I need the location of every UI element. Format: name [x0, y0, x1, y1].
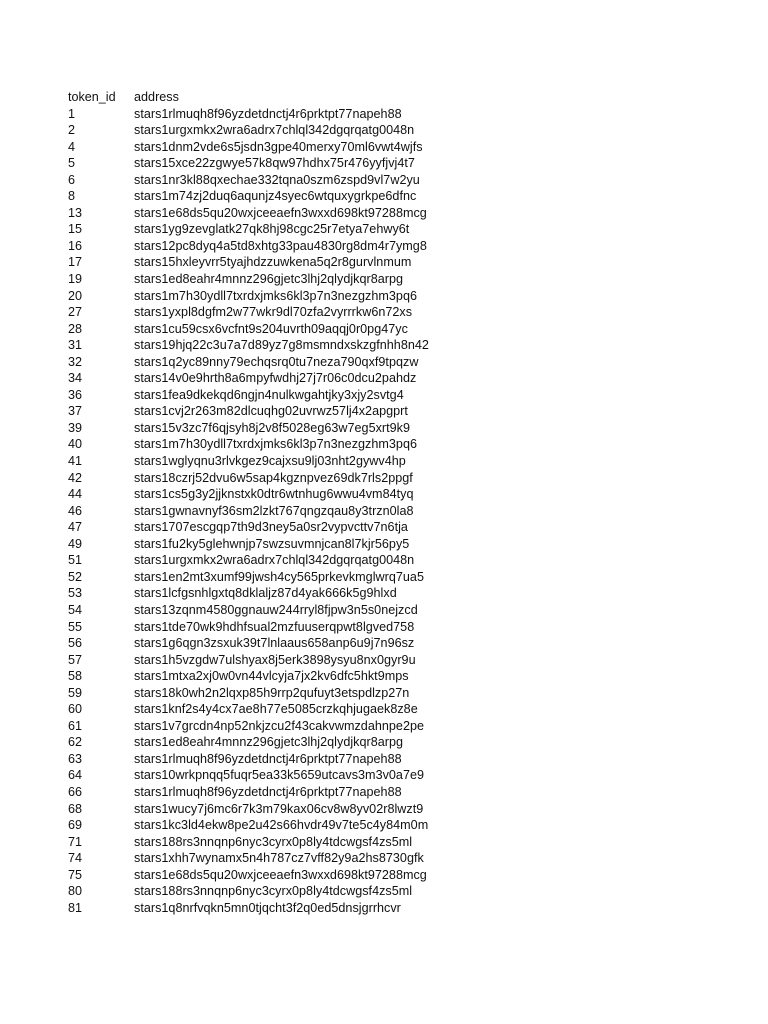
- address-cell: stars1rlmuqh8f96yzdetdnctj4r6prktpt77napeh88: [134, 784, 402, 799]
- address-cell: stars1gwnavnyf36sm2lzkt767qngzqau8y3trzn0la8: [134, 503, 414, 518]
- token-id-cell: 60: [68, 702, 83, 717]
- token-id-cell: 80: [68, 884, 83, 899]
- token-id-cell: 69: [68, 818, 83, 833]
- column-header-address: address: [134, 90, 179, 104]
- table-row: [68, 122, 429, 139]
- table-row: [68, 635, 429, 652]
- table-row: [68, 470, 429, 487]
- token-id-cell: 15: [68, 222, 83, 237]
- table-row: [68, 751, 429, 768]
- token-id-cell: 19: [68, 272, 83, 287]
- table-row: [68, 817, 429, 834]
- token-id-cell: 41: [68, 454, 83, 469]
- address-cell: stars1dnm2vde6s5jsdn3gpe40merxy70ml6vwt4wjfs: [134, 139, 423, 154]
- token-id-cell: 27: [68, 305, 83, 320]
- token-id-cell: 53: [68, 586, 83, 601]
- address-cell: stars1cu59csx6vcfnt9s204uvrth09aqqj0r0pg47yc: [134, 321, 408, 336]
- address-cell: stars1m74zj2duq6aqunjz4syec6wtquxygrkpe6dfnc: [134, 189, 417, 204]
- token-id-cell: 55: [68, 619, 83, 634]
- table-row: [68, 172, 429, 189]
- address-cell: stars15xce22zgwye57k8qw97hdhx75r476yyfjvj4t7: [134, 156, 415, 171]
- table-row: [68, 701, 429, 718]
- token-id-cell: 17: [68, 255, 83, 270]
- token-address-table: [68, 89, 429, 916]
- address-cell: stars1v7grcdn4np52nkjzcu2f43cakvwmzdahnpe2pe: [134, 718, 425, 733]
- address-cell: stars10wrkpnqq5fuqr5ea33k5659utcavs3m3v0a7e9: [134, 768, 425, 783]
- token-id-cell: 28: [68, 321, 83, 336]
- table-row: [68, 354, 429, 371]
- address-cell: stars1nr3kl88qxechae332tqna0szm6zspd9vl7w2yu: [134, 172, 420, 187]
- address-cell: stars1q2yc89nny79echqsrq0tu7neza790qxf9tpqzw: [134, 354, 419, 369]
- token-id-cell: 6: [68, 172, 76, 187]
- table-row: [68, 718, 429, 735]
- address-cell: stars1lcfgsnhlgxtq8dklaljz87d4yak666k5g9hlxd: [134, 586, 397, 601]
- token-id-cell: 8: [68, 189, 76, 204]
- address-cell: stars1yxpl8dgfm2w77wkr9dl70zfa2vyrrrkw6n72xs: [134, 305, 413, 320]
- token-id-cell: 52: [68, 569, 83, 584]
- table-row: [68, 453, 429, 470]
- table-row: [68, 867, 429, 884]
- token-id-cell: 81: [68, 900, 83, 915]
- table-row: [68, 619, 429, 636]
- token-id-cell: 1: [68, 106, 76, 121]
- token-id-cell: 20: [68, 288, 83, 303]
- token-id-cell: 57: [68, 652, 83, 667]
- address-cell: stars1xhh7wynamx5n4h787cz7vff82y9a2hs8730gfk: [134, 851, 424, 866]
- table-row: [68, 271, 429, 288]
- table-row: [68, 850, 429, 867]
- token-id-cell: 74: [68, 851, 83, 866]
- token-id-cell: 71: [68, 834, 83, 849]
- address-cell: stars1e68ds5qu20wxjceeaefn3wxxd698kt97288mcg: [134, 867, 427, 882]
- token-id-cell: 47: [68, 520, 83, 535]
- table-row: [68, 734, 429, 751]
- address-cell: stars1q8nrfvqkn5mn0tjqcht3f2q0ed5dnsjgrrhcvr: [134, 900, 401, 915]
- address-cell: stars1tde70wk9hdhfsual2mzfuuserqpwt8lgved758: [134, 619, 415, 634]
- address-cell: stars1urgxmkx2wra6adrx7chlql342dgqrqatg0048n: [134, 553, 415, 568]
- table-row: [68, 288, 429, 305]
- address-cell: stars15v3zc7f6qjsyh8j2v8f5028eg63w7eg5xrt9k9: [134, 420, 411, 435]
- token-id-cell: 56: [68, 636, 83, 651]
- table-row: [68, 370, 429, 387]
- address-cell: stars1h5vzgdw7ulshyax8j5erk3898ysyu8nx0gyr9u: [134, 652, 416, 667]
- table-row: [68, 321, 429, 338]
- address-cell: stars1m7h30ydll7txrdxjmks6kl3p7n3nezgzhm3pq6: [134, 437, 417, 452]
- token-id-cell: 2: [68, 123, 76, 138]
- table-row: [68, 106, 429, 123]
- table-row: [68, 139, 429, 156]
- table-row: [68, 834, 429, 851]
- address-cell: stars18k0wh2n2lqxp85h9rrp2qufuyt3etspdlzp27n: [134, 685, 410, 700]
- address-cell: stars1ed8eahr4mnnz296gjetc3lhj2qlydjkqr8arpg: [134, 735, 404, 750]
- address-cell: stars1kc3ld4ekw8pe2u42s66hvdr49v7te5c4y84m0m: [134, 818, 429, 833]
- table-row: [68, 685, 429, 702]
- address-cell: stars1wucy7j6mc6r7k3m79kax06cv8w8yv02r8lwzt9: [134, 801, 424, 816]
- token-id-cell: 58: [68, 669, 83, 684]
- address-cell: stars18czrj52dvu6w5sap4kgznpvez69dk7rls2ppgf: [134, 470, 413, 485]
- table-row: [68, 652, 429, 669]
- token-id-cell: 49: [68, 536, 83, 551]
- token-id-cell: 16: [68, 238, 83, 253]
- table-row: [68, 883, 429, 900]
- table-row: [68, 238, 429, 255]
- address-cell: stars1ed8eahr4mnnz296gjetc3lhj2qlydjkqr8arpg: [134, 272, 404, 287]
- table-row: [68, 254, 429, 271]
- token-id-cell: 40: [68, 437, 83, 452]
- address-cell: stars14v0e9hrth8a6mpyfwdhj27j7r06c0dcu2pahdz: [134, 371, 417, 386]
- table-header-row: [68, 89, 429, 106]
- address-cell: stars15hxleyvrr5tyajhdzzuwkena5q2r8gurvlnmum: [134, 255, 412, 270]
- address-cell: stars1mtxa2xj0w0vn44vlcyja7jx2kv6dfc5hkt9mps: [134, 669, 409, 684]
- table-row: [68, 205, 429, 222]
- token-id-cell: 68: [68, 801, 83, 816]
- table-row: [68, 552, 429, 569]
- address-cell: stars1fea9dkekqd6ngjn4nulkwgahtjky3xjy2svtg4: [134, 387, 404, 402]
- token-id-cell: 75: [68, 867, 83, 882]
- token-id-cell: 54: [68, 602, 83, 617]
- token-id-cell: 5: [68, 156, 76, 171]
- token-id-cell: 31: [68, 338, 83, 353]
- token-id-cell: 36: [68, 387, 83, 402]
- table-row: [68, 337, 429, 354]
- address-cell: stars1m7h30ydll7txrdxjmks6kl3p7n3nezgzhm3pq6: [134, 288, 417, 303]
- address-cell: stars1cvj2r263m82dlcuqhg02uvrwz57lj4x2apgprt: [134, 404, 408, 419]
- table-row: [68, 403, 429, 420]
- table-row: [68, 585, 429, 602]
- table-row: [68, 436, 429, 453]
- table-row: [68, 486, 429, 503]
- table-row: [68, 569, 429, 586]
- address-cell: stars12pc8dyq4a5td8xhtg33pau4830rg8dm4r7ymg8: [134, 238, 427, 253]
- token-id-cell: 42: [68, 470, 83, 485]
- address-cell: stars1knf2s4y4cx7ae8h77e5085crzkqhjugaek8z8e: [134, 702, 418, 717]
- token-id-cell: 51: [68, 553, 83, 568]
- address-cell: stars1urgxmkx2wra6adrx7chlql342dgqrqatg0048n: [134, 123, 415, 138]
- address-cell: stars1wglyqnu3rlvkgez9cajxsu9lj03nht2gywv4hp: [134, 454, 406, 469]
- token-id-cell: 63: [68, 751, 83, 766]
- address-cell: stars1fu2ky5glehwnjp7swzsuvmnjcan8l7kjr56py5: [134, 536, 410, 551]
- table-body: [68, 106, 429, 917]
- table-row: [68, 420, 429, 437]
- column-header-token-id: token_id: [68, 90, 116, 104]
- table-row: [68, 668, 429, 685]
- token-id-cell: 34: [68, 371, 83, 386]
- table-row: [68, 801, 429, 818]
- table-row: [68, 784, 429, 801]
- address-cell: stars13zqnm4580ggnauw244rryl8fjpw3n5s0nejzcd: [134, 602, 418, 617]
- address-cell: stars1e68ds5qu20wxjceeaefn3wxxd698kt97288mcg: [134, 205, 427, 220]
- token-id-cell: 59: [68, 685, 83, 700]
- token-id-cell: 46: [68, 503, 83, 518]
- table-row: [68, 155, 429, 172]
- address-cell: stars1cs5g3y2jjknstxk0dtr6wtnhug6wwu4vm84tyq: [134, 487, 414, 502]
- address-cell: stars188rs3nnqnp6nyc3cyrx0p8ly4tdcwgsf4zs5ml: [134, 884, 413, 899]
- table-row: [68, 503, 429, 520]
- address-cell: stars19hjq22c3u7a7d89yz7g8msmndxskzgfnhh8n42: [134, 338, 429, 353]
- address-cell: stars1707escgqp7th9d3ney5a0sr2vypvcttv7n6tja: [134, 520, 408, 535]
- token-id-cell: 39: [68, 420, 83, 435]
- token-id-cell: 13: [68, 205, 83, 220]
- address-cell: stars1rlmuqh8f96yzdetdnctj4r6prktpt77napeh88: [134, 106, 402, 121]
- token-id-cell: 62: [68, 735, 83, 750]
- table-row: [68, 519, 429, 536]
- address-cell: stars188rs3nnqnp6nyc3cyrx0p8ly4tdcwgsf4zs5ml: [134, 834, 413, 849]
- table-row: [68, 602, 429, 619]
- table-row: [68, 188, 429, 205]
- token-id-cell: 66: [68, 784, 83, 799]
- address-cell: stars1g6qgn3zsxuk39t7lnlaaus658anp6u9j7n96sz: [134, 636, 415, 651]
- token-id-cell: 61: [68, 718, 83, 733]
- address-cell: stars1yg9zevglatk27qk8hj98cgc25r7etya7ehwy6t: [134, 222, 410, 237]
- table-row: [68, 221, 429, 238]
- token-id-cell: 64: [68, 768, 83, 783]
- table-row: [68, 536, 429, 553]
- table-row: [68, 304, 429, 321]
- token-id-cell: 4: [68, 139, 76, 154]
- table-row: [68, 900, 429, 917]
- table-row: [68, 387, 429, 404]
- address-cell: stars1rlmuqh8f96yzdetdnctj4r6prktpt77napeh88: [134, 751, 402, 766]
- token-id-cell: 32: [68, 354, 83, 369]
- token-id-cell: 44: [68, 487, 83, 502]
- address-cell: stars1en2mt3xumf99jwsh4cy565prkevkmglwrq7ua5: [134, 569, 424, 584]
- token-id-cell: 37: [68, 404, 83, 419]
- table-row: [68, 767, 429, 784]
